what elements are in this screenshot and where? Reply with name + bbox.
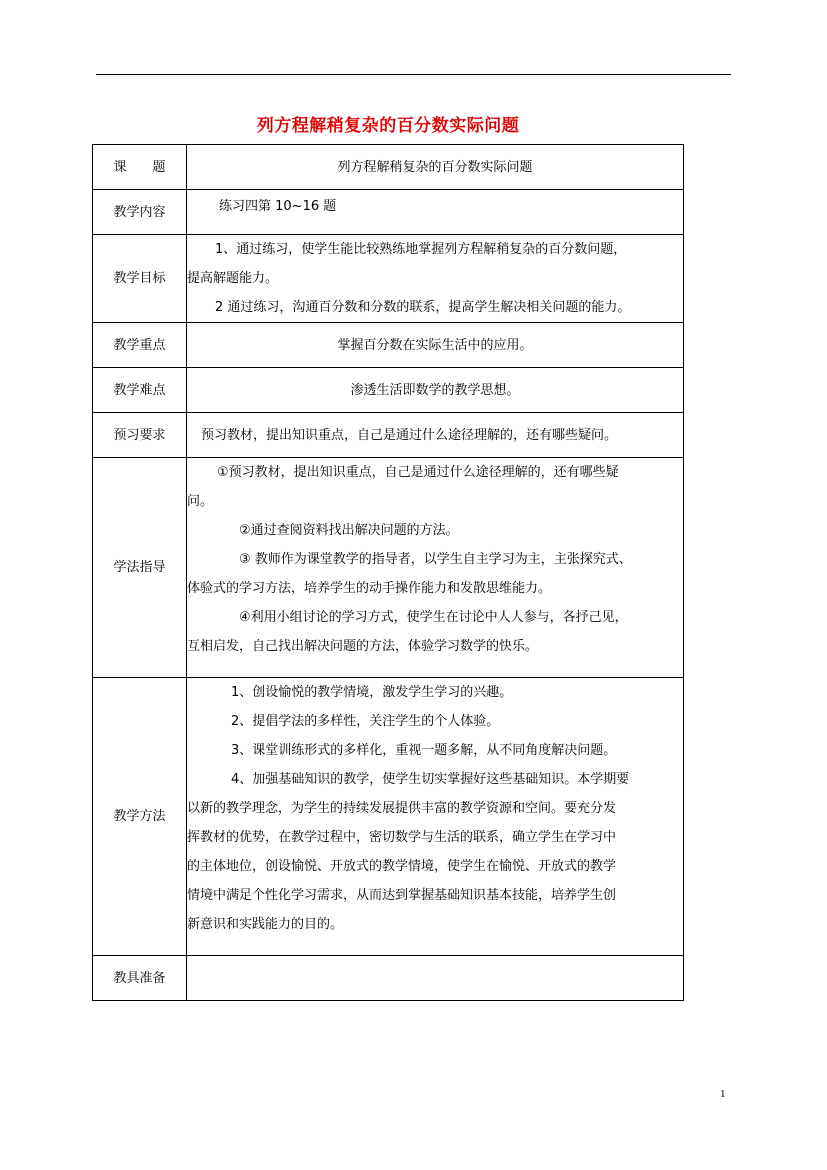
study-guide-line-7: 互相启发，自己找出解决问题的方法，体验学习数学的快乐。	[187, 639, 539, 654]
methods-line-3: 3、课堂训练形式的多样化，重视一题多解，从不同角度解决问题。	[231, 743, 617, 758]
goals-line-3: 2 通过练习，沟通百分数和分数的联系，提高学生解决相关问题的能力。	[215, 300, 631, 315]
row-difficulties	[93, 368, 684, 413]
methods-line-7: 的主体地位，创设愉悦、开放式的教学情境，使学生在愉悦、开放式的教学	[187, 859, 617, 874]
row-study-guide	[93, 458, 684, 678]
lesson-plan-table	[92, 144, 684, 1001]
document-title: 列方程解稍复杂的百分数实际问题	[256, 116, 520, 136]
preview-label: 预习要求	[93, 413, 187, 458]
row-preview	[93, 413, 684, 458]
study-guide-line-6: ④利用小组讨论的学习方式，使学生在讨论中人人参与，各抒己见，	[239, 610, 628, 625]
preview-value: 预习教材，提出知识重点，自己是通过什么途径理解的，还有哪些疑问。	[187, 413, 684, 458]
goals-line-1: 1、通过练习，使学生能比较熟练地掌握列方程解稍复杂的百分数问题，	[215, 242, 627, 257]
study-guide-value	[187, 458, 684, 678]
materials-label: 教具准备	[93, 956, 187, 1001]
topic-label: 课 题	[93, 145, 187, 190]
study-guide-line-1: ①预习教材，提出知识重点，自己是通过什么途径理解的，还有哪些疑	[217, 465, 619, 480]
key-points-label: 教学重点	[93, 323, 187, 368]
topic-value: 列方程解稍复杂的百分数实际问题	[187, 145, 684, 190]
difficulties-label: 教学难点	[93, 368, 187, 413]
methods-line-9: 新意识和实践能力的目的。	[187, 917, 344, 932]
study-guide-label: 学法指导	[93, 458, 187, 678]
study-guide-line-4: ③ 教师作为课堂教学的指导者，以学生自主学习为主，主张探究式、	[239, 552, 632, 567]
study-guide-line-5: 体验式的学习方法，培养学生的动手操作能力和发散思维能力。	[187, 581, 552, 596]
methods-value	[187, 678, 684, 956]
methods-line-6: 挥教材的优势，在教学过程中，密切数学与生活的联系，确立学生在学习中	[187, 830, 617, 845]
methods-line-8: 情境中满足个性化学习需求，从而达到掌握基础知识基本技能，培养学生创	[187, 888, 617, 903]
content-label: 教学内容	[93, 190, 187, 235]
goals-line-2: 提高解题能力。	[187, 271, 279, 286]
difficulties-value: 渗透生活即数学的教学思想。	[187, 368, 684, 413]
methods-line-4: 4、加强基础知识的教学，使学生切实掌握好这些基础知识。本学期要	[231, 772, 630, 787]
header-rule	[96, 74, 731, 75]
row-key-points	[93, 323, 684, 368]
goals-label: 教学目标	[93, 235, 187, 323]
row-methods	[93, 678, 684, 956]
content-value: 练习四第 10~16 题	[187, 190, 684, 235]
row-content	[93, 190, 684, 235]
study-guide-line-2: 问。	[187, 494, 214, 509]
row-materials	[93, 956, 684, 1001]
study-guide-line-3: ②通过查阅资料找出解决问题的方法。	[239, 523, 459, 538]
key-points-value: 掌握百分数在实际生活中的应用。	[187, 323, 684, 368]
methods-line-5: 以新的教学理念，为学生的持续发展提供丰富的教学资源和空间。要充分发	[187, 801, 617, 816]
materials-value	[187, 956, 684, 1001]
page-number: 1	[720, 1088, 726, 1100]
row-goals	[93, 235, 684, 323]
methods-line-1: 1、创设愉悦的教学情境，激发学生学习的兴趣。	[231, 685, 513, 700]
row-topic	[93, 145, 684, 190]
methods-line-2: 2、提倡学法的多样性，关注学生的个人体验。	[231, 714, 500, 729]
methods-label: 教学方法	[93, 678, 187, 956]
goals-value	[187, 235, 684, 323]
